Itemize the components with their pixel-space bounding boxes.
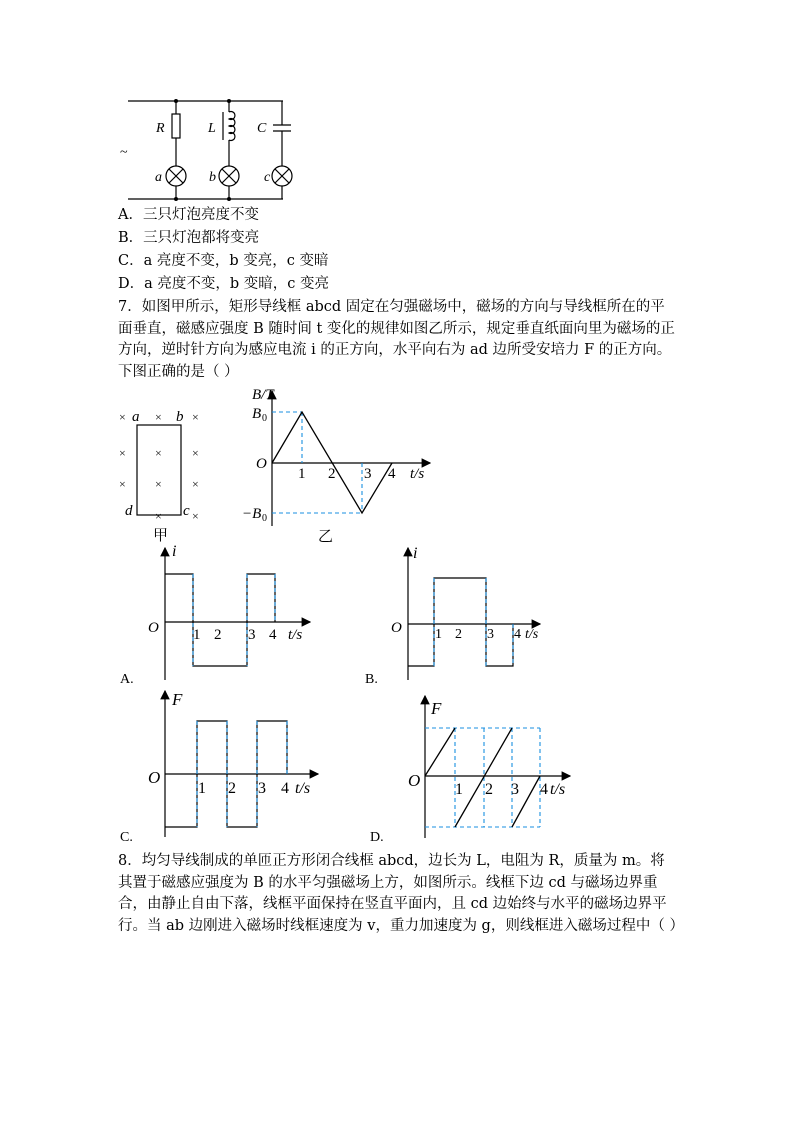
option-a-label: A. xyxy=(120,672,134,687)
svg-text:×: × xyxy=(155,446,162,460)
svg-text:1: 1 xyxy=(455,781,463,798)
inductor-label: L xyxy=(208,121,216,136)
svg-text:O: O xyxy=(408,771,421,790)
svg-text:2: 2 xyxy=(214,627,222,643)
svg-text:4: 4 xyxy=(388,466,396,482)
option-d-chart xyxy=(400,690,580,840)
option-c-chart xyxy=(140,685,340,840)
q8-question-text: 8．均匀导线制成的单匝正方形闭合线框 abcd，边长为 L，电阻为 R，质量为 m。将其置于磁感应强度为 B 的水平匀强磁场上方，如图所示。线框下边 cd 与磁场边界重合，由静止自由下落，线框平面保持在竖直平面内，且 cd 边始终与水平的磁场边界平行。当 ab 边刚进入磁场时线框速度为 v，重力加速度为 g，则线框进入磁场过程中（ ） xyxy=(118,853,684,934)
svg-text:c: c xyxy=(183,503,190,519)
circuit-diagram xyxy=(118,92,298,204)
option-b-chart xyxy=(385,540,565,685)
svg-text:×: × xyxy=(192,477,199,491)
ac-source-symbol: ~ xyxy=(120,145,128,160)
option-d-label: D. xyxy=(370,830,384,845)
svg-text:×: × xyxy=(119,446,126,460)
svg-text:×: × xyxy=(155,509,162,523)
svg-text:−B: −B xyxy=(242,506,262,522)
svg-text:0: 0 xyxy=(262,413,267,424)
svg-text:F: F xyxy=(431,699,442,718)
svg-text:2: 2 xyxy=(485,781,493,798)
svg-text:×: × xyxy=(155,410,162,424)
svg-text:t/s: t/s xyxy=(410,466,425,482)
svg-text:0: 0 xyxy=(262,513,267,524)
svg-text:t/s: t/s xyxy=(288,627,303,643)
svg-text:×: × xyxy=(192,446,199,460)
svg-text:B/T: B/T xyxy=(252,387,274,403)
svg-text:F: F xyxy=(172,690,183,709)
svg-text:4: 4 xyxy=(514,627,521,642)
svg-text:O: O xyxy=(391,620,402,636)
svg-text:×: × xyxy=(119,477,126,491)
svg-text:i: i xyxy=(172,543,177,560)
svg-text:1: 1 xyxy=(298,466,306,482)
resistor-label: R xyxy=(156,121,165,136)
svg-text:i: i xyxy=(413,545,418,562)
svg-text:O: O xyxy=(148,768,161,787)
svg-text:3: 3 xyxy=(511,781,519,798)
svg-text:B: B xyxy=(252,406,262,422)
figure-yi-caption: 乙 xyxy=(318,529,334,545)
svg-text:a: a xyxy=(132,409,140,425)
q6-option-b: B．三只灯泡都将变亮 xyxy=(118,230,260,246)
svg-text:×: × xyxy=(192,410,199,424)
svg-text:3: 3 xyxy=(248,627,256,643)
svg-text:1: 1 xyxy=(198,780,206,797)
svg-text:2: 2 xyxy=(455,627,462,642)
figure-jia-caption: 甲 xyxy=(153,528,169,544)
capacitor-label: C xyxy=(257,121,267,136)
bulb-b-label: b xyxy=(209,170,216,185)
svg-text:O: O xyxy=(148,620,159,636)
option-a-chart xyxy=(140,540,340,685)
q6-option-a: A．三只灯泡亮度不变 xyxy=(118,207,259,223)
svg-text:3: 3 xyxy=(258,780,266,797)
svg-text:4: 4 xyxy=(269,627,277,643)
svg-text:b: b xyxy=(176,409,184,425)
svg-text:t/s: t/s xyxy=(550,781,566,798)
svg-text:4: 4 xyxy=(540,781,548,798)
figure-yi-chart xyxy=(240,385,440,535)
q6-option-d: D．a 亮度不变，b 变暗，c 变亮 xyxy=(118,276,329,292)
svg-text:4: 4 xyxy=(281,780,289,797)
bulb-a-label: a xyxy=(155,170,162,185)
svg-text:t/s: t/s xyxy=(525,627,539,642)
option-c-label: C. xyxy=(120,830,133,845)
q7-question-text: 7．如图甲所示，矩形导线框 abcd 固定在匀强磁场中，磁场的方向与导线框所在的平面垂直，磁感应强度 B 随时间 t 变化的规律如图乙所示，规定垂直纸面向里为磁场的正方向，逆时针方向为感应电流 i 的正方向，水平向右为 ad 边所受安培力 F 的正方向。下图正确的是（ ） xyxy=(118,299,675,380)
svg-text:3: 3 xyxy=(487,627,494,642)
svg-text:t/s: t/s xyxy=(295,780,311,797)
svg-text:×: × xyxy=(192,509,199,523)
svg-text:2: 2 xyxy=(228,780,236,797)
svg-text:1: 1 xyxy=(435,627,442,642)
figure-jia-frame xyxy=(115,405,210,540)
option-b-label: B. xyxy=(365,672,378,687)
svg-text:d: d xyxy=(125,503,133,519)
svg-text:2: 2 xyxy=(328,466,336,482)
q6-option-c: C．a 亮度不变，b 变亮，c 变暗 xyxy=(118,253,329,269)
svg-text:3: 3 xyxy=(364,466,372,482)
svg-text:×: × xyxy=(155,477,162,491)
svg-text:×: × xyxy=(119,410,126,424)
svg-text:1: 1 xyxy=(193,627,201,643)
bulb-c-label: c xyxy=(264,170,271,185)
svg-text:O: O xyxy=(256,456,267,472)
